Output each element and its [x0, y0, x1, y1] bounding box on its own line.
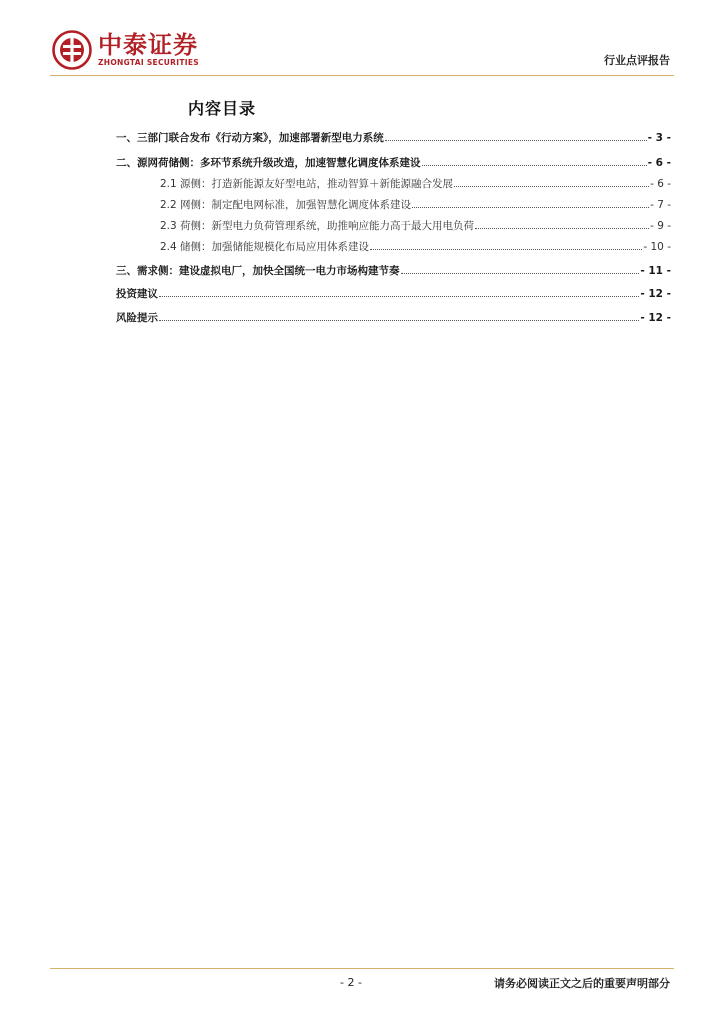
- toc-entry-page: - 6 -: [650, 178, 671, 190]
- toc-entry-label: 一、三部门联合发布《行动方案》，加速部署新型电力系统: [116, 132, 384, 144]
- logo-text: [98, 32, 199, 68]
- toc-entry-section-2-3[interactable]: [116, 218, 671, 233]
- toc-entry-label: 三、需求侧：建设虚拟电厂，加快全国统一电力市场构建节奏: [116, 265, 400, 277]
- toc-entry-page: - 12 -: [640, 288, 671, 300]
- toc-leader-dots: [159, 286, 639, 297]
- toc-leader-dots: [422, 155, 647, 166]
- toc-entry-page: - 7 -: [650, 199, 671, 211]
- toc-entry-label: 风险提示: [116, 312, 158, 324]
- toc-entry-label: 2.3 荷侧：新型电力负荷管理系统，助推响应能力高于最大用电负荷: [160, 220, 475, 232]
- toc-entry-page: - 12 -: [640, 312, 671, 324]
- zhongtai-logo-icon: [52, 30, 92, 70]
- toc-leader-dots: [475, 218, 649, 229]
- toc-leader-dots: [401, 263, 640, 274]
- document-type-label: 行业点评报告: [604, 54, 670, 67]
- toc-leader-dots: [454, 176, 649, 187]
- toc-leader-dots: [159, 310, 639, 321]
- toc-entry-label: 投资建议: [116, 288, 158, 300]
- toc-entry-label: 二、源网荷储侧：多环节系统升级改造，加速智慧化调度体系建设: [116, 157, 421, 169]
- toc-entry-label: 2.1 源侧：打造新能源友好型电站，推动智算＋新能源融合发展: [160, 178, 454, 190]
- toc-entry-page: - 11 -: [640, 265, 671, 277]
- company-logo: [52, 30, 199, 70]
- footer-disclaimer: 请务必阅读正文之后的重要声明部分: [494, 977, 670, 990]
- toc-entry-page: - 3 -: [647, 132, 671, 144]
- toc-entry-investment-advice[interactable]: [116, 286, 671, 301]
- toc-entry-page: - 10 -: [643, 241, 671, 253]
- toc-entry-section-2-2[interactable]: [116, 197, 671, 212]
- toc-entry-section-2[interactable]: [116, 155, 671, 170]
- toc-entry-section-1[interactable]: [116, 130, 671, 145]
- toc-entry-page: - 6 -: [647, 157, 671, 169]
- toc-entry-label: 2.2 网侧：制定配电网标准，加强智慧化调度体系建设: [160, 199, 412, 211]
- toc-title: 内容目录: [188, 99, 257, 118]
- toc-leader-dots: [412, 197, 649, 208]
- logo-english-name: ZHONGTAI SECURITIES: [98, 58, 199, 67]
- footer-divider: [50, 968, 674, 969]
- logo-chinese-name: 中泰证券: [98, 31, 198, 59]
- toc-entry-section-3[interactable]: [116, 263, 671, 278]
- toc-leader-dots: [385, 130, 647, 141]
- page-number: - 2 -: [340, 976, 362, 989]
- toc-leader-dots: [370, 239, 642, 250]
- toc-entry-risk-warning[interactable]: [116, 310, 671, 325]
- toc-entry-section-2-4[interactable]: [116, 239, 671, 254]
- header-divider: [50, 75, 674, 76]
- toc-entry-page: - 9 -: [650, 220, 671, 232]
- toc-entry-section-2-1[interactable]: [116, 176, 671, 191]
- toc-entry-label: 2.4 储侧：加强储能规模化布局应用体系建设: [160, 241, 370, 253]
